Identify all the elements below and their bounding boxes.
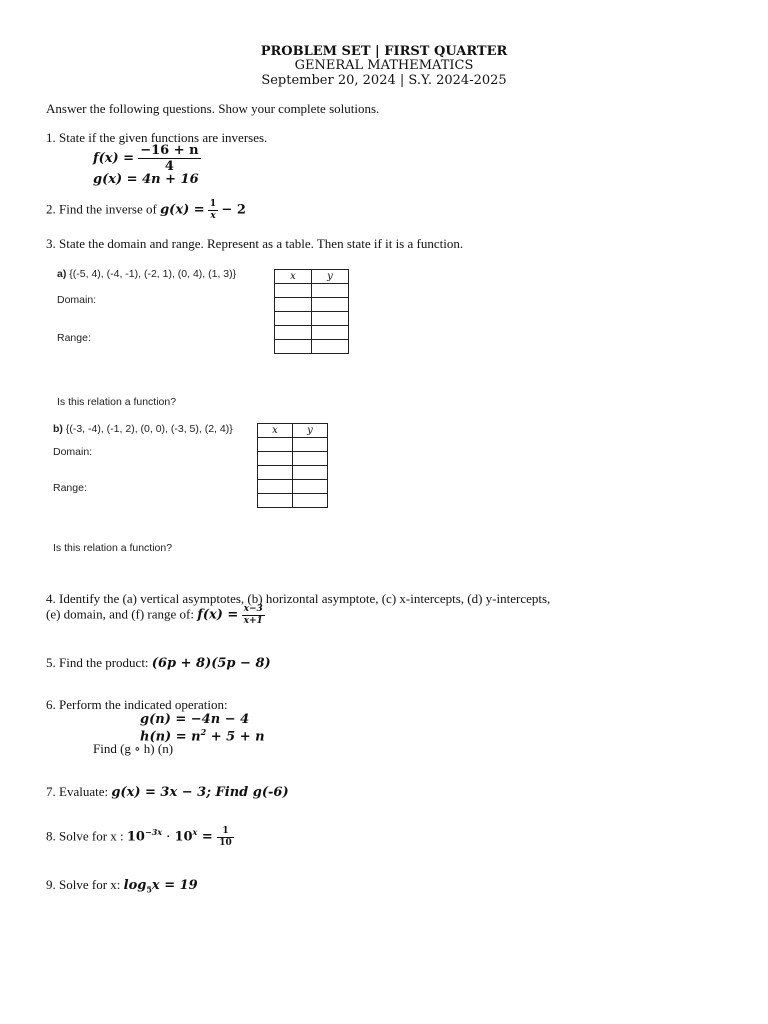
q1-f-lhs: f(x) = [93,151,135,166]
x-cell[interactable] [275,312,312,326]
q8-numerator: 1 [217,827,234,838]
q9-log-base: 5 [146,884,152,895]
table-row [275,340,349,354]
q1-f-fraction [138,144,200,173]
q4-lhs: f(x) = [197,607,239,623]
q3a-label: a) [57,268,67,280]
y-cell[interactable] [293,494,328,508]
question-2-text: 2. Find the inverse of [46,201,157,217]
question-9 [46,877,198,895]
col-x-header: x [275,270,312,284]
q1-f-denominator: 4 [164,159,174,174]
y-cell[interactable] [293,452,328,466]
q3b-set-values: {(-3, -4), (-1, 2), (0, 0), (-3, 5), (2, 4)} [65,423,233,435]
question-5 [46,655,271,671]
question-9-text: 9. Solve for x: [46,877,121,892]
y-cell[interactable] [312,340,349,354]
table-row [275,298,349,312]
col-x-header: x [258,424,293,438]
x-cell[interactable] [258,438,293,452]
date-line: September 20, 2024 | S.Y. 2024-2025 [261,73,507,88]
q8-fraction [217,827,234,848]
subject-line: GENERAL MATHEMATICS [294,58,474,73]
question-1-text: 1. State if the given functions are inverses. [46,130,268,145]
q3b-set [53,423,233,435]
q1-g-equation: g(x) = 4n + 16 [93,172,199,187]
table-row [258,452,328,466]
q3b-domain-label: Domain: [53,446,93,458]
x-cell[interactable] [275,298,312,312]
instructions: Answer the following questions. Show your complete solutions. [46,101,380,116]
col-y-header: y [293,424,328,438]
col-y-header: y [312,270,349,284]
question-7-text: 7. Evaluate: [46,784,109,799]
x-cell[interactable] [258,466,293,480]
table-row [275,326,349,340]
q3a-range-label: Range: [57,332,91,344]
q8-base2: 10 [174,829,193,845]
y-cell[interactable] [312,284,349,298]
q1-f-numerator: −16 + n [140,143,199,158]
q3b-xy-table [257,423,328,508]
q8-denominator: 10 [219,838,232,848]
q4-denominator: x+1 [243,616,263,626]
q4-fraction [242,605,265,626]
table-row [275,284,349,298]
table-header-row [275,270,349,284]
table-header-row [258,424,328,438]
table-row [258,494,328,508]
y-cell[interactable] [293,466,328,480]
y-cell[interactable] [312,326,349,340]
q8-equals: = [197,829,218,845]
q3a-function-question: Is this relation a function? [57,396,177,408]
x-cell[interactable] [275,340,312,354]
q2-fraction [208,200,218,221]
q8-base1: 10 [126,829,145,845]
y-cell[interactable] [293,480,328,494]
q3b-function-question: Is this relation a function? [53,542,173,554]
q3a-set [57,268,236,280]
q2-rhs: − 2 [221,202,246,218]
y-cell[interactable] [312,298,349,312]
x-cell[interactable] [275,284,312,298]
x-cell[interactable] [275,326,312,340]
q4-text: (e) domain, and (f) range of: [46,606,194,622]
question-3-text: 3. State the domain and range. Represent as a table. Then state if it is a function. [46,236,464,251]
q2-lhs: g(x) = [160,202,205,218]
question-8 [46,827,234,848]
q8-exponent2: x [192,827,198,838]
q6-h-exponent: 2 [200,727,207,737]
y-cell[interactable] [312,312,349,326]
question-8-text: 8. Solve for x : [46,828,124,844]
table-row [275,312,349,326]
question-2 [46,200,246,221]
y-cell[interactable] [293,438,328,452]
q3a-xy-table [274,269,349,354]
question-6-text: 6. Perform the indicated operation: [46,697,228,712]
question-4-line2 [46,605,265,626]
problem-set-title: PROBLEM SET | FIRST QUARTER [260,44,508,59]
q8-dot: · [162,829,175,845]
q9-log: log [123,878,147,893]
q3a-domain-label: Domain: [57,294,97,306]
q9-rhs: x = 19 [151,878,198,893]
q1-f-equation [93,144,201,173]
table-row [258,466,328,480]
q2-denominator: x [210,211,216,221]
x-cell[interactable] [258,480,293,494]
x-cell[interactable] [258,494,293,508]
x-cell[interactable] [258,452,293,466]
q5-expression: (6p + 8)(5p − 8) [151,656,271,671]
q6-g-equation: g(n) = −4n − 4 [140,712,250,727]
q3a-set-values: {(-5, 4), (-4, -1), (-2, 1), (0, 4), (1, 3)} [69,268,237,280]
question-4-line1: 4. Identify the (a) vertical asymptotes, (b) horizontal asymptote, (c) x-intercepts, (d) y-intercepts, [46,591,551,606]
table-row [258,480,328,494]
q8-exponent1: −3x [144,827,163,838]
question-5-text: 5. Find the product: [46,655,149,670]
question-7 [46,784,289,800]
q4-numerator: x−3 [243,604,263,614]
table-row [258,438,328,452]
q6-find: Find (g ∘ h) (n) [93,741,174,756]
q3b-label: b) [53,423,63,435]
q3b-range-label: Range: [53,482,87,494]
q7-expression: g(x) = 3x − 3; Find g(-6) [111,785,289,800]
q6-h-rhs: + 5 + n [206,729,265,745]
q6-h-lhs: h(n) = n [140,729,201,745]
q2-numerator: 1 [209,199,217,209]
